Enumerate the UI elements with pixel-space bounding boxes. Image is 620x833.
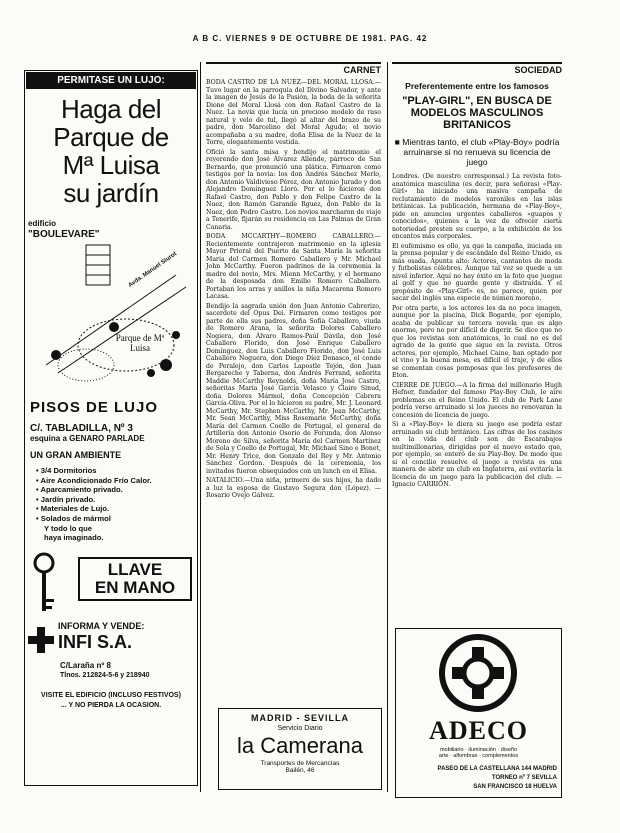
- column-rule: [200, 62, 201, 792]
- park-label: Parque de Mª Luisa: [115, 333, 165, 353]
- article-paragraph: Ofició la santa misa y bendijo el matrimonio el reverendo don José Álvarez Allende, párroco de San Bernardo, que pronunció una plática. Firmaron como testigos por la novia: los don Andrés Sánchez Merlo, don Antonio Valdivieso Pérez, don Antonio Jurado y don Alejandro Domínguez Lloró. Por el lo hicieron don Rafael Castro, don Pablo y don Felipe Castro de la Nuez, don Ramón Garande Rguez, don Pablo de la Nuez, don Pedro Castro. Los novios marcharon de viaje a Tenerife, fijarán su residencia en Las Palmas de Gran Canaria.: [206, 148, 381, 231]
- ad-border: [24, 70, 198, 786]
- feature-item: • Aparcamiento privado.: [36, 485, 123, 495]
- carnet-column: [206, 62, 381, 502]
- article-paragraph: Si a «Play-Boy» le diera su juego ese podría estar arruinado su club británico. Las cifras de los casinos en la vida del club son de Escarabajos multimillonarias, dirigidas por el nuevo estado que, por ejemplo, se enteró de su Play-Boy. De modo que si el concilio resuelve el juego a revista es una manera de abrir un club en Inglaterra, así evitaría la licencia de un juego para la publicación del club. —Ignacio CARRION.: [392, 421, 562, 488]
- feature-item: haya imaginado.: [44, 533, 104, 543]
- feature-item: • 3/4 Dormitorios: [36, 466, 97, 475]
- adeco-logo-icon: [396, 629, 561, 719]
- article-paragraph: Londres. (De nuestro corresponsal.) La revista foto-anatómica masculina (es decir, para señoras) «Play-Girl» ha iniciado una masiva campaña de reclutamiento de modelos varoniles en las islas británicas. La publicación, hermana de «Play-Boy», pide en anuncios urgentes caballeros «guapos y conocidos», quienes a la vez de ofrecer cierta notoriedad presten su cuerpo, a la exhibición de los encantos más corporales.: [392, 173, 562, 240]
- street-sign: Avda. Manuel Siurot: [127, 251, 178, 289]
- page-header: A B C. VIERNES 9 DE OCTUBRE DE 1981. PAG. 42: [192, 34, 428, 43]
- company-address: C/Laraña nº 8: [60, 660, 111, 670]
- inform-label: INFORMA Y VENDE:: [58, 620, 145, 631]
- column-rule: [387, 62, 388, 792]
- article-paragraph: El eufemismo es ollo, ya que la campaña, iniciada en la prensa popular y de escándalo del Reino Unido, es más osada. Apunta alto: Actores, cantantes de moda y futbolistas célebres. Aunque tal vez se quede a un nivel inferior. Aquí no hay éxito en la foto que juegue al golf y que no guarde gente y distraída. Y el propósito de «Play-Girl» es, no parece, quien por sacar del inglés una especie de númen moreno.: [392, 242, 562, 302]
- article-paragraph: NATALICIO.—Una niña, primero de sus hijos, ha dado a luz la esposa de Gustavo Segura don (López). —Rosario Ovejo Gálvez.: [206, 477, 381, 499]
- key-offer: LLAVE EN MANO: [78, 557, 192, 601]
- adeco-brand: ADECO: [429, 716, 528, 745]
- visit-note: VISITE EL EDIFICIO (INCLUSO FESTIVOS) ... Y NO PIERDA LA OCASION.: [41, 691, 181, 709]
- building-name: "BOULEVARE": [28, 229, 100, 240]
- article-paragraph: BODA CASTRO DE LA NUEZ—DEL MORAL LLOSA.—Tuvo lugar en la parroquia del Divino Salvador, y ante la imagen de Jesús de la Pasión, la boda de la señorita Dione del Moral Llosá con don Rafael Castro de la Nuez. La novia que lucía un precioso modelo de raso natural y velo de tul, llegó al altar del brazo de su padre, don Marcelino del Moral Agudo; el novio acompañaba a su madre, doña Elisa de la Nuez de la Torre, elegantemente vestida.: [206, 79, 381, 146]
- camerana-addr: Bailén, 46: [285, 767, 315, 774]
- feature-item: • Materiales de Lujo.: [36, 504, 110, 514]
- feature-item: • Solados de mármol: [36, 513, 111, 523]
- adeco-ad: [395, 628, 562, 798]
- article-title: "PLAY-GIRL", EN BUSCA DE MODELOS MASCULINOS BRITANICOS: [402, 95, 552, 131]
- section-title: SOCIEDAD: [392, 62, 562, 75]
- camerana-name: la Camerana: [237, 733, 363, 758]
- company-phones: Tlnos. 212824-5-6 y 218940: [60, 671, 150, 679]
- company-name: INFI S.A.: [58, 631, 133, 652]
- feature-item: Y todo lo que: [44, 523, 92, 533]
- article-paragraph: Por otra parte, a los actores les da no poca imagen, aunque por la piscina, Dick Bogarde, por ejemplo, acaba de publicar su tercera novela que es algo enorme, pero no por difícil de digerir. Se dice que no que los revistas son anatómicas, lo cual no es del agrado de la gente que sigue en la revista. Otros actores, por ejemplo, Michael Caine, han optado por el vino y la buena mesa, es difícil el traje, y de ellos se comentan cosas pomposas que los profesores de Eton.: [392, 304, 562, 379]
- adeco-addresses: PASEO DE LA CASTELLANA 144 MADRID TORNEO nº 7 SEVILLA SAN FRANCISCO 18 HUELVA: [437, 766, 557, 790]
- article-paragraph: Bendijo la sagrada unión don Juan Antonio Cabrerizo, sacerdote del Opus Dei. Firmaron como testigos por parte de ella sus padres, doña Sofía Caballero, viuda de Romero Arana, la señorita Dolores Caballero Nogiera, don Álvaro Ramos-Paúl Dávila, don José Caballero Florido, don José Enrique Caballero Domínguez, don Luis Caballero Florido, don José Luis Caballero Noguera, don Diego Díez Donasco, el conde de Peralejo, don Carlos Lapostle Tejón, don Juan Bergareche y Taberna, don Andrés Ferrand, señorita Maddie McCarthy Reynolds, doña María José Castro, señoritas María José García Velasco y Claire Sinud, doña Dolores Mármol, doña Concepción Cabrera García-Oliva. Por el lo hicieron su padre, Mr. J. Leonard McCarthy, Mr. Stephen McCarthy, Mr. Jean McCarthy, Mr. Sean McCarthy, Miss Rosemarie McCarthy, doña María del Carmen Coello de Portugal, el general de Artillería don Antonio Osorio de Forunda, don Alonso Moreno de Silva, señorita María del Carmen Martínez de Sola y Coello de Portugal, Mr. Michael Sino e Bonet, Mr. Henry Trice, don Gonzalo del Rey y Mr. Antonio Sánchez Gordon. Después de la ceremonia, los invitados fueron obsequiados con un lunch en el Elisa.: [206, 302, 381, 475]
- section-title: CARNET: [206, 62, 381, 75]
- sociedad-column: [392, 62, 562, 491]
- article-lead: ■ Mientras tanto, el club «Play-Boy» podría arruinarse si no renueva su licencia de juego: [394, 137, 560, 167]
- ad-banner: PERMITASE UN LUJO:: [26, 72, 196, 89]
- camerana-desc: Transportes de Mercancías: [260, 760, 340, 767]
- feature-item: • Jardín privado.: [36, 494, 96, 504]
- ad-ambience: UN GRAN AMBIENTE: [30, 450, 122, 460]
- feature-item: • Aire Acondicionado Frío Calor.: [36, 475, 152, 485]
- ad-address: C/. TABLADILLA, Nº 3 esquina a GENARO PARLADE: [30, 423, 145, 443]
- article-kicker: Preferentemente entre los famosos: [405, 81, 549, 91]
- building-label: edificio: [28, 219, 57, 228]
- article-paragraph: CIERRE DE JUEGO.—A la firma del millonario Hugh Hefner, fundador del famoso Play-Boy Club, le aíre problemas en el Reino Unido. El club de Park Lane podría verse arruinado si los jueces no renovaran la concesión de licencia de juego.: [392, 381, 562, 419]
- article-paragraph: BODA MCCARTHY—ROMERO CABALLERO.—Recientemente contrajeron matrimonio en la iglesia Mayor Prioral del Puerto de Santa María la señorita María del Carmen Romero Caballero y Mr. Michael John McCarthy. Fueron padrinos de la ceremonia la madre del novio, Mrs. Mienn McCarthy, y el hermano de la desposada don Emilio Romero Caballero. Portaban los arras y anillos la niña Macarena Romero Lacasa.: [206, 233, 381, 300]
- camerana-service: Servicio Diario: [277, 725, 323, 732]
- ad-headline: Haga del Parque de Mª Luisa su jardín: [53, 94, 169, 208]
- ad-title: PISOS DE LUJO: [30, 399, 159, 416]
- adeco-tagline: mobiliario · iluminación · diseño arte · alfombras · complementos: [438, 747, 519, 759]
- camerana-route: MADRID - SEVILLA: [251, 713, 349, 723]
- camerana-ad: [218, 708, 382, 790]
